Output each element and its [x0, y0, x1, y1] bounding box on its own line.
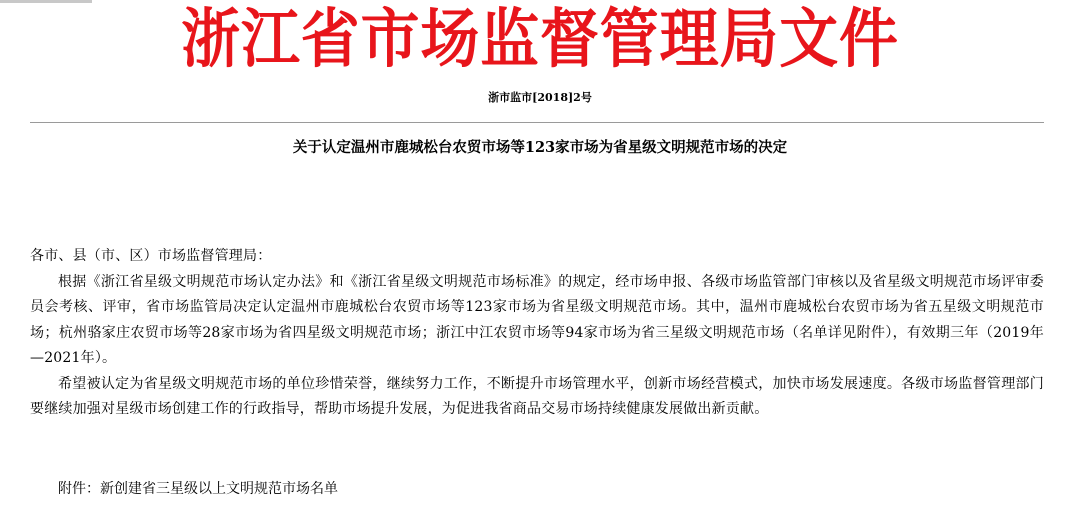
body-paragraph-1: 根据《浙江省星级文明规范市场认定办法》和《浙江省星级文明规范市场标准》的规定，经市场申报、各级市场监管部门审核以及省星级文明规范市场评审委员会考核、评审，省市场监管局决定认定温州市鹿城松台农贸市场等123家市场为省星级文明规范市场。其中，温州市鹿城松台农贸市场为省五星级文明规范市场；杭州骆家庄农贸市场等28家市场为省四星级文明规范市场；浙江中江农贸市场等94家市场为省三星级文明规范市场（名单详见附件），有效期三年（2019年—2021年）。: [30, 273, 1044, 366]
agency-title: 浙江省市场监督管理局文件: [181, 2, 899, 77]
salutation: 各市、县（市、区）市场监督管理局：: [30, 248, 272, 264]
document-header: [0, 0, 1080, 88]
body-paragraph-2: 希望被认定为省星级文明规范市场的单位珍惜荣誉，继续努力工作，不断提升市场管理水平，创新市场经营模式，加快市场发展速度。各级市场监督管理部门要继续加强对星级市场创建工作的行政指导，帮助市场提升发展，为促进我省商品交易市场持续健康发展做出新贡献。: [30, 375, 1044, 417]
document-number: 浙市监市[2018]2号: [488, 91, 592, 104]
decision-title: 关于认定温州市鹿城松台农贸市场等123家市场为省星级文明规范市场的决定: [292, 139, 788, 156]
header-divider: [30, 122, 1044, 123]
document-body: [30, 244, 1044, 423]
agency-title-block: [0, 2, 1080, 80]
attachment-line: 附件：新创建省三星级以上文明规范市场名单: [58, 481, 338, 497]
